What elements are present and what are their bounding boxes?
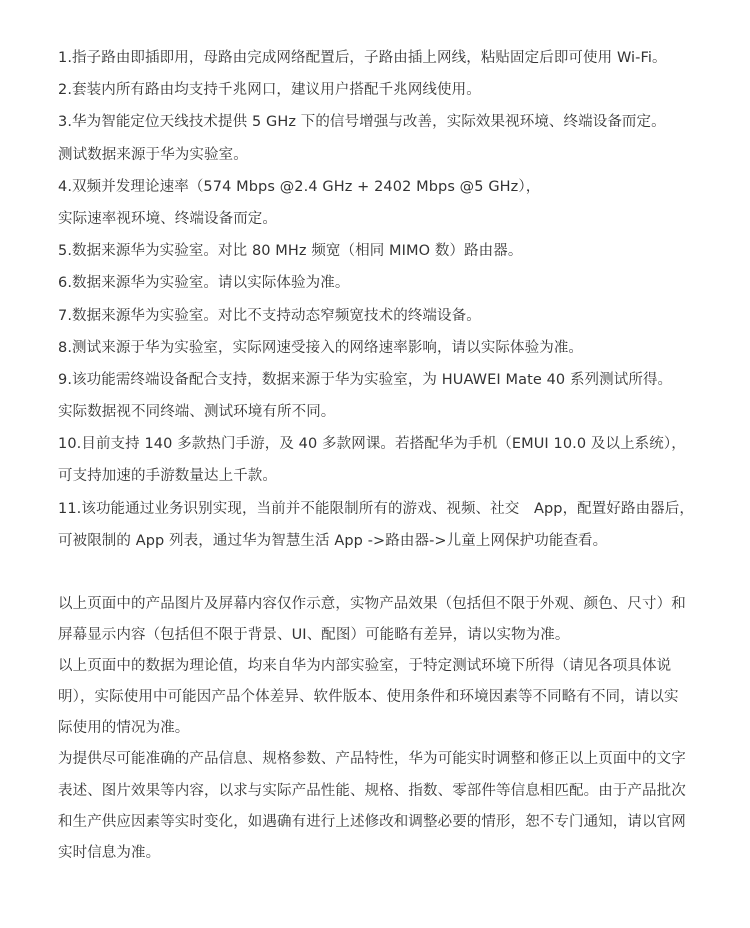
footnote-line: 7.数据来源华为实验室。对比不支持动态窄频宽技术的终端设备。 [58,307,481,324]
footnote-line: 1.指子路由即插即用，母路由完成网络配置后，子路由插上网线，粘贴固定后即可使用 Wi-Fi。 [58,50,667,66]
disclaimer-line: 明），实际使用中可能因产品个体差异、软件版本、使用条件和环境因素等不同略有不同，请以实 [58,689,679,706]
footnote-line: 8.测试来源于华为实验室，实际网速受接入的网络速率影响，请以实际体验为准。 [58,339,584,356]
footnote-line: 4.双频并发理论速率（574 Mbps @2.4 GHz + 2402 Mbps @5 GHz）， [58,178,541,195]
footnote-line: 11.该功能通过业务识别实现，当前并不能限制所有的游戏、视频、社交 App，配置好路由器后， [58,500,694,517]
disclaimer-line: 和生产供应因素等实时变化，如遇确有进行上述修改和调整必要的情形，恕不专门通知，请以官网 [58,813,686,830]
disclaimer-line: 屏幕显示内容（包括但不限于背景、UI、配图）可能略有差异，请以实物为准。 [58,627,570,644]
footnote-line: 5.数据来源华为实验室。对比 80 MHz 频宽（相同 MIMO 数）路由器。 [58,243,523,260]
footnote-line: 3.华为智能定位天线技术提供 5 GHz 下的信号增强与改善，实际效果视环境、终端设备而定。 [58,114,666,131]
footnote-line: 9.该功能需终端设备配合支持，数据来源于华为实验室，为 HUAWEI Mate 40 系列测试所得。 [58,371,673,388]
disclaimer-line: 际使用的情况为准。 [58,720,190,737]
footnote-line: 6.数据来源华为实验室。请以实际体验为准。 [58,275,350,292]
footnote-line: 10.目前支持 140 多款热门手游，及 40 多款网课。若搭配华为手机（EMUI 10.0 及以上系统）， [58,436,686,453]
disclaimer-section [58,589,710,869]
footnote-line: 实际数据视不同终端、测试环境有所不同。 [58,404,336,421]
footnote-line: 实际速率视环境、终端设备而定。 [58,210,277,227]
footnote-list [58,42,710,557]
footnote-line: 可被限制的 App 列表，通过华为智慧生活 App ->路由器->儿童上网保护功能查看。 [58,532,608,549]
footnote-line: 2.套装内所有路由均支持千兆网口，建议用户搭配千兆网线使用。 [58,82,481,99]
disclaimer-line: 表述、图片效果等内容，以求与实际产品性能、规格、指数、零部件等信息相匹配。由于产品批次 [58,782,686,799]
disclaimer-line: 为提供尽可能准确的产品信息、规格参数、产品特性，华为可能实时调整和修正以上页面中的文字 [58,751,686,768]
disclaimer-line: 以上页面中的产品图片及屏幕内容仅作示意，实物产品效果（包括但不限于外观、颜色、尺寸）和 [58,596,686,612]
footnote-line: 可支持加速的手游数量达上千款。 [58,468,277,485]
disclaimer-line: 实时信息为准。 [58,844,161,861]
disclaimer-line: 以上页面中的数据为理论值，均来自华为内部实验室，于特定测试环境下所得（请见各项具体说 [58,658,672,675]
footnote-line: 测试数据来源于华为实验室。 [58,146,248,163]
